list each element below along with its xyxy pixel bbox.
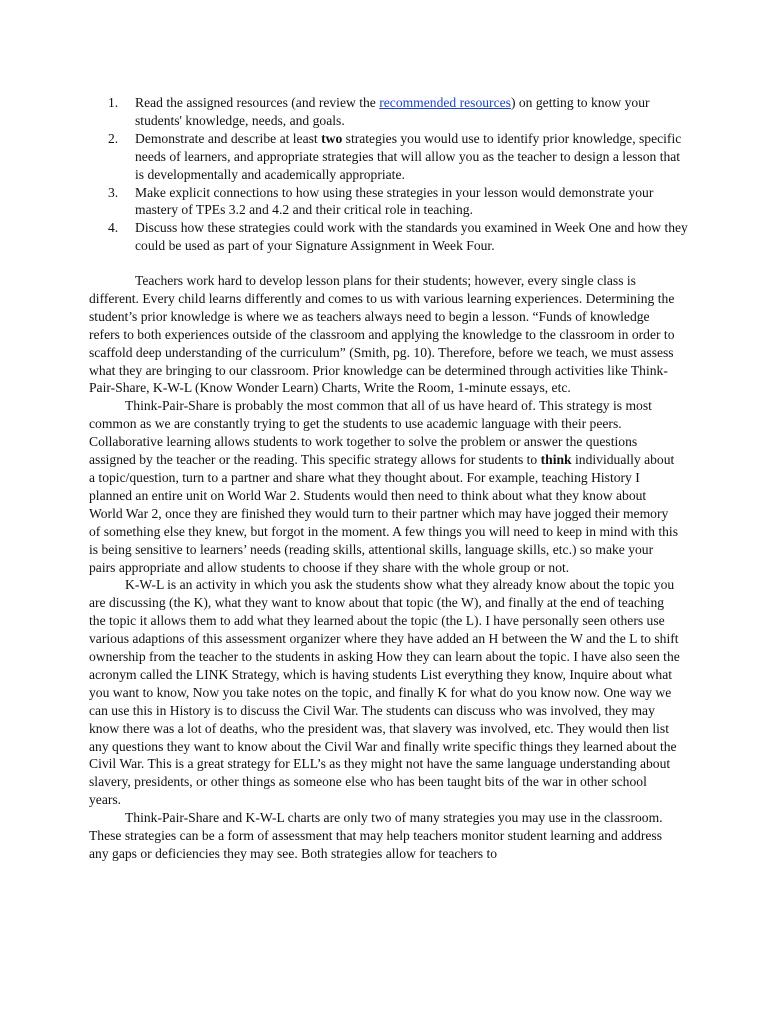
emphasis-text: two	[321, 130, 343, 146]
paragraph-text: Think-Pair-Share is probably the most common that all of us have heard of. This strategy is most common as we are constantly trying to get the students to use academic language with their peers. Collaborative learning allows students to work together to solve the problem or answer the questions assigned by the teacher or the reading. This specific strategy allows for students to	[89, 398, 652, 468]
recommended-resources-link[interactable]: recommended resources	[379, 95, 511, 110]
paragraph-think-pair-share	[89, 397, 681, 576]
list-number: 1.	[108, 95, 119, 110]
list-text: Demonstrate and describe at least	[135, 130, 322, 146]
list-text: strategies you would use to identify prior knowledge, specific needs of learners, and appropriate strategies that will allow you as the teacher to design a lesson that is developmentally and academically appropriate.	[135, 130, 682, 182]
assignment-instructions-list	[108, 94, 688, 255]
list-item	[108, 184, 688, 220]
list-item	[108, 94, 688, 130]
paragraph-conclusion: Think-Pair-Share and K-W-L charts are only two of many strategies you may use in the classroom. These strategies can be a form of assessment that may help teachers monitor student learning and address any gaps or deficiencies they may see. Both strategies allow for teachers to	[89, 810, 663, 861]
list-number: 4.	[108, 220, 119, 236]
list-item	[108, 219, 688, 255]
paragraph-text: individually about a topic/question, turn to a partner and share what they thought about. For example, teaching History I planned an entire unit on World War 2. Students would then need to think about what they know about World War 2, once they are finished they would turn to their partner which may have jogged their memory of something else they knew, but forgot in the moment. A few things you will need to keep in mind with this is being sensitive to learners’ needs (reading skills, attentional skills, language skills, etc.) so make your pairs appropriate and allow students to choose if they share with the whole group or not.	[89, 452, 678, 575]
list-text: ) on getting to know your students' knowledge, needs, and goals.	[135, 95, 650, 128]
list-item	[108, 130, 688, 184]
essay-body	[89, 272, 681, 863]
list-number: 3.	[108, 184, 119, 200]
list-text: Make explicit connections to how using these strategies in your lesson would demonstrate your mastery of TPEs 3.2 and 4.2 and their critical role in teaching.	[135, 184, 654, 218]
list-text: Discuss how these strategies could work with the standards you examined in Week One and how they could be used as part of your Signature Assignment in Week Four.	[135, 220, 688, 254]
list-text: Read the assigned resources (and review the	[135, 95, 380, 110]
paragraph-intro: Teachers work hard to develop lesson plans for their students; however, every single class is different. Every child learns differently and comes to us with various learning experiences. Determining the student’s prior knowledge is where we as teachers always need to begin a lesson. “Funds of knowledge refers to both experiences outside of the classroom and applying the knowledge to the classroom in order to scaffold deep understanding of the curriculum” (Smith, pg. 10). Therefore, before we teach, we must assess what they are bringing to our classroom. Prior knowledge can be determined through activities like Think-Pair-Share, K-W-L (Know Wonder Learn) Charts, Write the Room, 1-minute essays, etc.	[89, 273, 675, 396]
paragraph-kwl: K-W-L is an activity in which you ask the students show what they already know about the topic you are discussing (the K), what they want to know about that topic (the W), and finally at the end of teaching the topic it allows them to add what they learned about the topic (the L). I have personally seen others use various adaptions of this assessment organizer where they have added an H between the W and the L to shift ownership from the teacher to the students in asking How they can learn about the topic. I have also seen the acronym called the LINK Strategy, which is having students List everything they know, Inquire about what you want to know, Now you take notes on the topic, and finally K for what do you know now. One way we can use this in History is to discuss the Civil War. The students can discuss who was involved, they may know there was a lot of deaths, who the president was, that slavery was involved, etc. They would then list any questions they want to know about the Civil War and finally write specific things they learned about the Civil War. This is a great strategy for ELL’s as they might not have the same language understanding about slavery, presidents, or other things as someone else who has been taught bits of the war in other school years.	[89, 577, 680, 808]
emphasis-text: think	[540, 452, 572, 468]
list-number: 2.	[108, 130, 119, 146]
